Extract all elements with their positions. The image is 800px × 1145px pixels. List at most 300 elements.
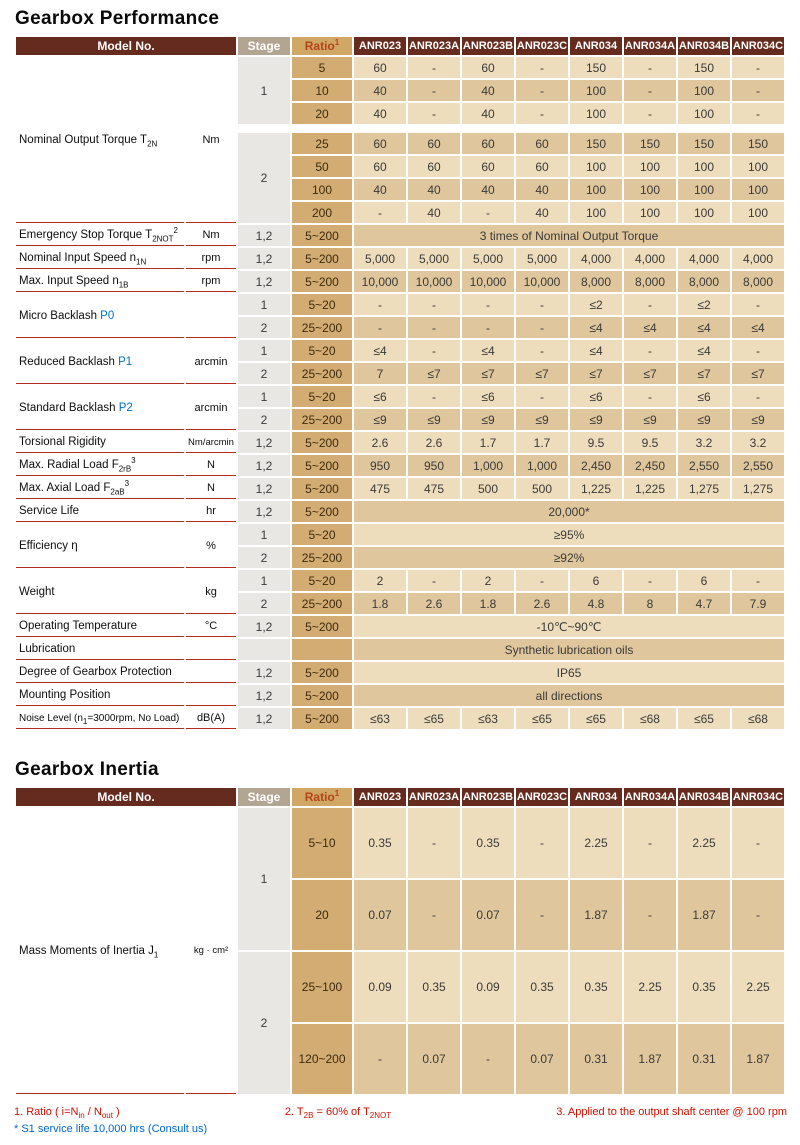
value-cell xyxy=(408,880,460,950)
text-segment: 1 xyxy=(260,343,268,358)
parameter-label xyxy=(16,808,184,1094)
text-segment: - xyxy=(648,106,652,121)
value-cell xyxy=(462,248,514,269)
value-cell xyxy=(678,478,730,499)
value-cell xyxy=(570,808,622,878)
text-segment: 10,000 xyxy=(415,274,453,289)
value-cell xyxy=(462,103,514,124)
value-cell xyxy=(570,340,622,361)
value-cell xyxy=(678,808,730,878)
text-segment: rpm xyxy=(201,275,221,287)
ratio-cell xyxy=(292,662,352,683)
text-segment: ANR023C xyxy=(516,40,568,52)
table-row xyxy=(16,570,784,591)
ratio-cell xyxy=(292,524,352,545)
text-segment: ≥92% xyxy=(553,550,585,565)
text-segment: 1,2 xyxy=(255,251,273,266)
unit-cell xyxy=(186,808,236,1094)
stage-cell xyxy=(238,524,290,545)
value-cell xyxy=(570,317,622,338)
value-cell xyxy=(732,57,784,78)
ratio-cell xyxy=(292,248,352,269)
value-cell xyxy=(516,708,568,729)
ratio-cell xyxy=(292,952,352,1022)
table-row xyxy=(16,225,784,246)
stage-cell xyxy=(238,685,290,706)
text-segment: 100 xyxy=(747,205,769,220)
value-cell xyxy=(462,179,514,200)
text-segment: 2,450 xyxy=(634,458,666,473)
value-cell xyxy=(408,808,460,878)
model-column-header xyxy=(408,788,460,806)
text-segment: 475 xyxy=(369,481,391,496)
text-segment: - xyxy=(486,297,490,312)
text-segment: - xyxy=(432,83,436,98)
text-segment: 60 xyxy=(373,136,387,151)
text-segment: ≤4 xyxy=(697,320,711,335)
text-segment: - xyxy=(756,297,760,312)
text-segment: - xyxy=(432,60,436,75)
text-segment: 8,000 xyxy=(580,274,612,289)
value-cell xyxy=(462,708,514,729)
text-segment: - xyxy=(540,343,544,358)
text-segment: ANR023C xyxy=(516,791,568,803)
text-segment: ≤7 xyxy=(589,366,603,381)
text-segment: 0.35 xyxy=(692,980,716,994)
value-cell xyxy=(354,952,406,1022)
text-segment: ANR023A xyxy=(408,791,460,803)
superscript: 3 xyxy=(131,456,136,466)
text-segment: - xyxy=(540,389,544,404)
text-segment: 1 xyxy=(260,83,268,98)
text-segment: 0.35 xyxy=(584,980,608,994)
value-cell xyxy=(678,455,730,476)
value-cell xyxy=(624,248,676,269)
text-segment: - xyxy=(648,908,652,922)
value-cell xyxy=(408,478,460,499)
text-segment: - xyxy=(432,836,436,850)
text-segment: - xyxy=(756,60,760,75)
text-segment: ANR034A xyxy=(624,40,676,52)
text-segment: - xyxy=(486,320,490,335)
text-segment: 25~200 xyxy=(301,596,343,611)
text-segment: Model No. xyxy=(97,39,155,53)
ratio-cell xyxy=(292,708,352,729)
value-cell xyxy=(624,952,676,1022)
text-segment: 5~200 xyxy=(305,435,339,450)
merged-value-cell xyxy=(354,547,784,568)
text-segment: - xyxy=(432,908,436,922)
ratio-cell xyxy=(292,501,352,522)
value-cell xyxy=(570,409,622,430)
text-segment: Nm/arcmin xyxy=(188,436,234,448)
text-segment: - xyxy=(648,389,652,404)
text-segment: 4,000 xyxy=(742,251,774,266)
text-segment: P1 xyxy=(118,355,133,368)
value-cell xyxy=(624,432,676,453)
subscript: in xyxy=(78,1111,85,1121)
text-segment: - xyxy=(756,83,760,98)
text-segment: 60 xyxy=(427,159,441,174)
text-segment: - xyxy=(540,83,544,98)
parameter-label xyxy=(16,386,184,430)
text-segment: 5~20 xyxy=(308,573,336,588)
unit-cell xyxy=(186,386,236,430)
text-segment: 1,2 xyxy=(255,481,273,496)
table-row xyxy=(16,386,784,407)
value-cell xyxy=(354,478,406,499)
superscript: 3 xyxy=(124,479,130,489)
text-segment: 2.25 xyxy=(584,836,608,850)
value-cell xyxy=(732,202,784,223)
text-segment: 60 xyxy=(535,159,549,174)
text-segment: 25 xyxy=(315,136,329,151)
text-segment: 100 xyxy=(693,83,715,98)
value-cell xyxy=(516,179,568,200)
ratio-cell xyxy=(292,455,352,476)
parameter-label xyxy=(16,639,184,660)
text-segment: 1,225 xyxy=(580,481,612,496)
text-segment: 120~200 xyxy=(298,1052,346,1066)
table-row xyxy=(16,294,784,315)
subscript: 1N xyxy=(136,257,147,267)
text-segment: 5,000 xyxy=(472,251,504,266)
unit-cell xyxy=(186,225,236,246)
text-segment: Efficiency η xyxy=(19,539,78,552)
text-segment: 60 xyxy=(373,60,387,75)
ratio-cell xyxy=(292,432,352,453)
value-cell xyxy=(624,363,676,384)
value-cell xyxy=(354,409,406,430)
parameter-label xyxy=(16,616,184,637)
ratio-cell xyxy=(292,80,352,101)
value-cell xyxy=(462,363,514,384)
stage-cell xyxy=(238,616,290,637)
merged-value-cell xyxy=(354,225,784,246)
value-cell xyxy=(354,386,406,407)
value-cell xyxy=(408,317,460,338)
text-segment: 100 xyxy=(585,205,607,220)
text-segment: 5~10 xyxy=(308,836,336,850)
text-segment: = 60% of T xyxy=(313,1106,370,1118)
value-cell xyxy=(408,593,460,614)
group-separator xyxy=(238,126,784,131)
model-column-header xyxy=(678,37,730,55)
text-segment: 1.87 xyxy=(746,1052,770,1066)
text-segment: 2 xyxy=(260,366,268,381)
model-column-header xyxy=(732,788,784,806)
text-segment: 4,000 xyxy=(634,251,666,266)
value-cell xyxy=(732,133,784,154)
value-cell xyxy=(462,432,514,453)
text-segment: 1.8 xyxy=(479,596,497,611)
value-cell xyxy=(354,103,406,124)
text-segment: Degree of Gearbox Protection xyxy=(19,666,172,678)
text-segment: - xyxy=(756,343,760,358)
value-cell xyxy=(516,202,568,223)
value-cell xyxy=(678,952,730,1022)
text-segment: ANR023B xyxy=(462,40,514,52)
footnote-line-1 xyxy=(14,1106,787,1121)
ratio-cell xyxy=(292,570,352,591)
subscript: 1 xyxy=(82,716,88,726)
text-segment: 40 xyxy=(373,83,387,98)
text-segment: ≤65 xyxy=(586,711,606,726)
text-segment: 8 xyxy=(646,596,654,611)
text-segment: Max. Radial Load F xyxy=(19,459,119,471)
text-segment: 2.6 xyxy=(425,596,443,611)
text-segment: ANR023B xyxy=(462,791,514,803)
text-segment: ≥95% xyxy=(553,527,585,542)
stage-cell xyxy=(238,409,290,430)
text-segment: 9.5 xyxy=(587,435,605,450)
text-segment: ≤7 xyxy=(751,366,765,381)
value-cell xyxy=(462,808,514,878)
inertia-section-title: Gearbox Inertia xyxy=(15,759,159,780)
parameter-label xyxy=(16,248,184,269)
text-segment: ≤4 xyxy=(373,343,387,358)
text-segment: 1 xyxy=(260,389,268,404)
value-cell xyxy=(516,57,568,78)
parameter-label xyxy=(16,478,184,499)
unit-cell xyxy=(186,432,236,453)
text-segment: 100 xyxy=(693,106,715,121)
text-segment: 475 xyxy=(423,481,445,496)
value-cell xyxy=(732,808,784,878)
text-segment: arcmin xyxy=(194,355,228,368)
value-cell xyxy=(570,455,622,476)
value-cell xyxy=(408,80,460,101)
ratio-header xyxy=(292,788,352,806)
ratio-cell xyxy=(292,103,352,124)
text-segment: 2,550 xyxy=(742,458,774,473)
merged-value-cell xyxy=(354,616,784,637)
ratio-cell xyxy=(292,386,352,407)
text-segment: 150 xyxy=(585,136,607,151)
value-cell xyxy=(570,294,622,315)
text-segment: - xyxy=(756,106,760,121)
value-cell xyxy=(732,340,784,361)
value-cell xyxy=(570,363,622,384)
value-cell xyxy=(354,340,406,361)
stage-cell xyxy=(238,478,290,499)
text-segment: * S1 service life 10,000 hrs (Consult us) xyxy=(14,1123,208,1135)
stage-cell xyxy=(238,952,290,1094)
value-cell xyxy=(624,478,676,499)
text-segment: 2 xyxy=(260,171,268,185)
value-cell xyxy=(570,1024,622,1094)
value-cell xyxy=(570,708,622,729)
text-segment: 1,2 xyxy=(255,711,273,726)
text-segment: ≤9 xyxy=(697,412,711,427)
value-cell xyxy=(624,57,676,78)
value-cell xyxy=(624,340,676,361)
value-cell xyxy=(678,593,730,614)
table-row xyxy=(16,432,784,453)
value-cell xyxy=(678,80,730,101)
model-column-header xyxy=(732,37,784,55)
text-segment: 1.87 xyxy=(692,908,716,922)
model-no-header xyxy=(16,788,236,806)
text-segment: Nm xyxy=(202,229,220,241)
value-cell xyxy=(354,363,406,384)
value-cell xyxy=(570,156,622,177)
value-cell xyxy=(624,880,676,950)
value-cell xyxy=(462,156,514,177)
text-segment: 25~200 xyxy=(301,320,343,335)
subscript: 2NOT xyxy=(369,1111,392,1121)
text-segment: 40 xyxy=(373,182,387,197)
table-row xyxy=(16,708,784,729)
text-segment: 5~200 xyxy=(305,274,339,289)
model-column-header xyxy=(570,37,622,55)
value-cell xyxy=(408,455,460,476)
text-segment: 25~200 xyxy=(301,412,343,427)
text-segment: 5~20 xyxy=(308,389,336,404)
text-segment: 100 xyxy=(693,205,715,220)
value-cell xyxy=(516,880,568,950)
text-segment: 2.25 xyxy=(746,980,770,994)
value-cell xyxy=(678,156,730,177)
text-segment: ANR023 xyxy=(358,791,402,803)
unit-cell xyxy=(186,639,236,660)
text-segment: 1.7 xyxy=(533,435,551,450)
text-segment: - xyxy=(648,573,652,588)
subscript: 2B xyxy=(303,1111,314,1121)
value-cell xyxy=(678,103,730,124)
parameter-label xyxy=(16,708,184,729)
text-segment: 5 xyxy=(318,60,326,75)
model-no-header xyxy=(16,37,236,55)
ratio-cell xyxy=(292,57,352,78)
text-segment: 150 xyxy=(747,136,769,151)
text-segment: 20 xyxy=(315,908,329,922)
value-cell xyxy=(354,179,406,200)
text-segment: ANR034B xyxy=(678,791,730,803)
text-segment: 2.25 xyxy=(692,836,716,850)
value-cell xyxy=(678,1024,730,1094)
stage-cell xyxy=(238,662,290,683)
value-cell xyxy=(516,80,568,101)
table-row xyxy=(16,524,784,545)
value-cell xyxy=(624,455,676,476)
stage-cell xyxy=(238,340,290,361)
text-segment: 9.5 xyxy=(641,435,659,450)
text-segment: 5~200 xyxy=(305,711,339,726)
text-segment: 2. T xyxy=(284,1106,304,1118)
text-segment: 25~100 xyxy=(301,980,343,994)
text-segment: Max. Axial Load F xyxy=(19,482,111,494)
subscript: 2rB xyxy=(118,464,132,474)
value-cell xyxy=(570,432,622,453)
ratio-cell xyxy=(292,294,352,315)
text-segment: ANR034 xyxy=(574,791,618,803)
subscript: 2aB xyxy=(110,487,125,497)
table-row xyxy=(16,57,784,78)
text-segment: 5~200 xyxy=(305,458,339,473)
ratio-cell xyxy=(292,133,352,154)
text-segment: 2 xyxy=(376,573,384,588)
model-column-header xyxy=(624,788,676,806)
text-segment: - xyxy=(540,297,544,312)
value-cell xyxy=(624,202,676,223)
text-segment: 0.07 xyxy=(476,908,500,922)
text-segment: 2 xyxy=(260,596,268,611)
text-segment: - xyxy=(540,573,544,588)
ratio-cell xyxy=(292,179,352,200)
text-segment: - xyxy=(540,320,544,335)
text-segment: 500 xyxy=(531,481,553,496)
value-cell xyxy=(732,570,784,591)
value-cell xyxy=(462,455,514,476)
text-segment: ANR034A xyxy=(624,791,676,803)
text-segment: -10℃~90℃ xyxy=(536,619,602,634)
value-cell xyxy=(678,432,730,453)
value-cell xyxy=(462,133,514,154)
text-segment: 6 xyxy=(592,573,600,588)
text-segment: =3000rpm, No Load) xyxy=(87,712,180,724)
table-row xyxy=(16,662,784,683)
value-cell xyxy=(462,294,514,315)
text-segment: 1,2 xyxy=(255,619,273,634)
text-segment: 8,000 xyxy=(742,274,774,289)
value-cell xyxy=(732,478,784,499)
value-cell xyxy=(732,271,784,292)
value-cell xyxy=(408,708,460,729)
value-cell xyxy=(462,593,514,614)
text-segment: 1 xyxy=(260,297,268,312)
model-column-header xyxy=(354,37,406,55)
value-cell xyxy=(624,133,676,154)
text-segment: 4,000 xyxy=(580,251,612,266)
text-segment: - xyxy=(378,297,382,312)
text-segment: ≤65 xyxy=(424,711,444,726)
ratio-cell xyxy=(292,547,352,568)
text-segment: 10,000 xyxy=(469,274,507,289)
ratio-cell xyxy=(292,639,352,660)
text-segment: 1,275 xyxy=(742,481,774,496)
text-segment: IP65 xyxy=(556,665,582,680)
text-segment: 1,000 xyxy=(472,458,504,473)
value-cell xyxy=(462,80,514,101)
text-segment: 1,2 xyxy=(255,435,273,450)
value-cell xyxy=(516,478,568,499)
text-segment: - xyxy=(378,205,382,220)
text-segment: 2,550 xyxy=(688,458,720,473)
unit-cell xyxy=(186,524,236,568)
value-cell xyxy=(732,386,784,407)
stage-cell xyxy=(238,501,290,522)
text-segment: N xyxy=(207,482,215,494)
text-segment: ≤7 xyxy=(481,366,495,381)
unit-cell xyxy=(186,57,236,223)
text-segment: 2.25 xyxy=(638,980,662,994)
text-segment: Nominal Input Speed n xyxy=(19,252,136,264)
value-cell xyxy=(354,432,406,453)
text-segment: 950 xyxy=(423,458,445,473)
text-segment: - xyxy=(540,106,544,121)
merged-value-cell xyxy=(354,639,784,660)
value-cell xyxy=(624,708,676,729)
value-cell xyxy=(462,317,514,338)
ratio-cell xyxy=(292,202,352,223)
superscript: 2 xyxy=(173,226,178,236)
text-segment: - xyxy=(540,908,544,922)
text-segment: 10,000 xyxy=(361,274,399,289)
ratio-cell xyxy=(292,880,352,950)
text-segment: 5~200 xyxy=(305,688,339,703)
stage-cell xyxy=(238,225,290,246)
